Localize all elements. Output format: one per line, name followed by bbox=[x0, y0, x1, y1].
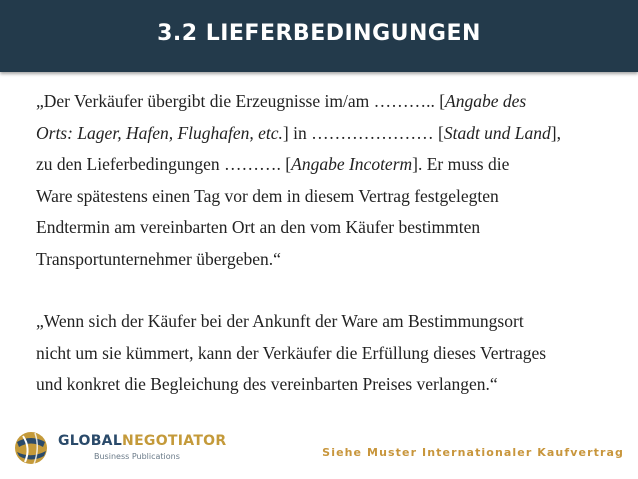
sample-contract-link[interactable]: Siehe Muster Internationaler Kaufvertrag bbox=[322, 446, 624, 459]
delivery-clause-paragraph bbox=[36, 86, 632, 275]
page-title: 3.2 LIEFERBEDINGUNGEN bbox=[157, 21, 481, 46]
buyer-obligation-paragraph bbox=[36, 306, 632, 401]
placeholder-text: Orts: Lager, Hafen, Flughafen, etc. bbox=[36, 122, 283, 143]
clause-text: und konkret die Begleichung des vereinbarten Preises verlangen.“ bbox=[36, 374, 498, 394]
logo-name bbox=[58, 433, 226, 449]
globe-logo-icon bbox=[12, 428, 52, 468]
clause-text: ], bbox=[550, 122, 561, 143]
clause-text: Transportunternehmer übergeben.“ bbox=[36, 248, 281, 269]
clause-text: ] in ………………… [ bbox=[282, 122, 444, 143]
clause-text: ]. Er muss die bbox=[412, 154, 510, 174]
clause-text: nicht um sie kümmert, kann der Verkäufer die Erfüllung dieses Vertrages bbox=[36, 342, 547, 363]
clause-text: Ware spätestens einen Tag vor dem in diesem Vertrag festgelegten bbox=[36, 185, 499, 206]
logo-name-global: GLOBAL bbox=[58, 433, 123, 449]
clause-text: „Der Verkäufer übergibt die Erzeugnisse im/am ……….. [ bbox=[36, 91, 446, 111]
logo-subtitle: Business Publications bbox=[94, 452, 180, 461]
clause-text: „Wenn sich der Käufer bei der Ankunft der Ware am Bestimmungsort bbox=[36, 311, 524, 331]
logo-name-negotiator: NEGOTIATOR bbox=[122, 433, 227, 449]
placeholder-text: Stadt und Land bbox=[443, 122, 551, 143]
title-bar bbox=[0, 0, 638, 72]
clause-text: zu den Lieferbedingungen ………. [ bbox=[36, 154, 292, 174]
placeholder-text: Angabe des bbox=[445, 91, 527, 111]
clause-text: Endtermin am vereinbarten Ort an den vom Käufer bestimmten bbox=[36, 217, 481, 237]
global-negotiator-logo[interactable] bbox=[12, 428, 252, 468]
body-text bbox=[36, 86, 632, 401]
placeholder-text: Angabe Incoterm bbox=[291, 154, 413, 174]
